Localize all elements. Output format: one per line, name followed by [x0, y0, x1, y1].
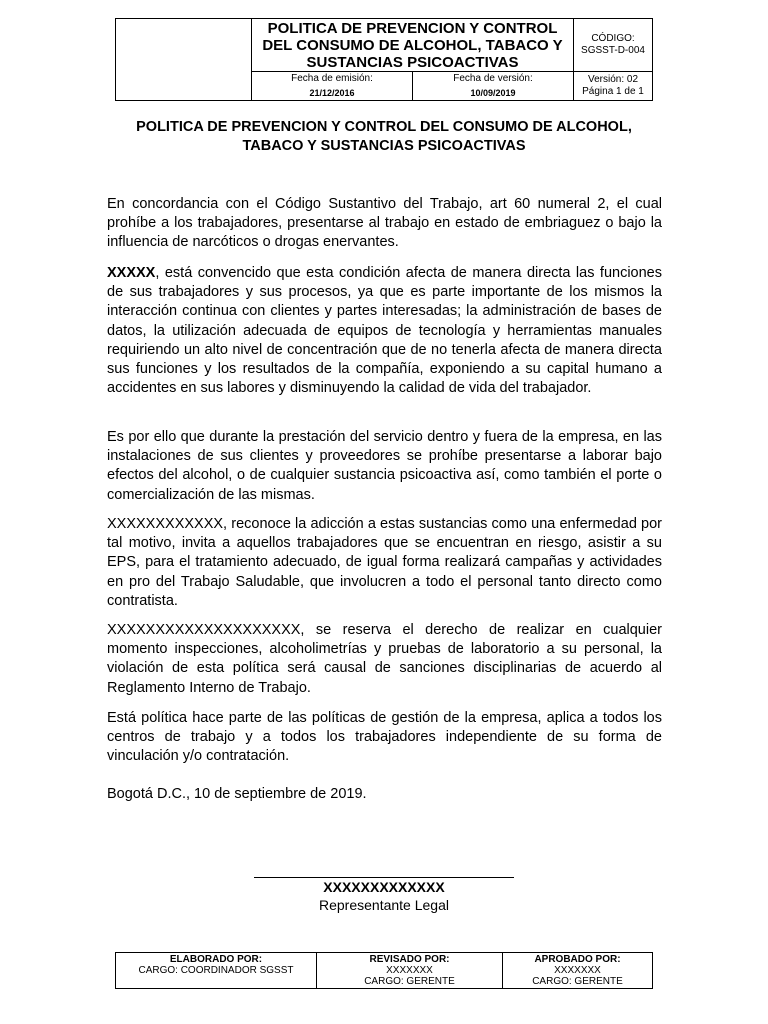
revisado-cell [317, 953, 503, 989]
code-label: CÓDIGO: [591, 33, 635, 44]
code-value: SGSST-D-004 [581, 45, 645, 56]
aprobado-label: APROBADO POR: [534, 954, 621, 965]
elaborado-value: CARGO: COORDINADOR SGSST [138, 965, 294, 976]
paragraph-text: En concordancia con el Código Sustantivo del Trabajo, art 60 numeral 2, el cual prohíbe a los trabajadores, presentarse al trabajo en estado de embriaguez o bajo la influencia de narcóticos o drogas enervantes. [107, 196, 662, 251]
document-header-table [115, 18, 653, 101]
revisado-label: REVISADO POR: [369, 954, 450, 965]
paragraph-text: Está política hace parte de las políticas de gestión de la empresa, aplica a todos los centros de trabajo y a todos los trabajadores independiente de su forma de vinculación y/o contratación. [107, 710, 662, 765]
logo-placeholder [116, 19, 252, 101]
elaborado-cell [116, 953, 317, 989]
paragraph [107, 515, 662, 611]
page-number: Página 1 de 1 [582, 86, 644, 97]
header-title-line: SUSTANCIAS PSICOACTIVAS [306, 53, 519, 71]
version-number: Versión: 02 [587, 74, 639, 85]
document-title-line: TABACO Y SUSTANCIAS PSICOACTIVAS [242, 138, 526, 154]
header-title-line: DEL CONSUMO DE ALCOHOL, TABACO Y [262, 36, 563, 54]
aprobado-cargo: CARGO: GERENTE [532, 976, 623, 987]
paragraph [107, 264, 662, 398]
emission-date-label: Fecha de emisión: [291, 73, 373, 84]
code-cell [574, 19, 653, 72]
header-title [252, 19, 574, 72]
document-title-line: POLITICA DE PREVENCION Y CONTROL DEL CONSUMO DE ALCOHOL, [136, 119, 632, 135]
company-placeholder: XXXXX [107, 265, 156, 281]
signatory-name: XXXXXXXXXXXXX [323, 879, 445, 895]
paragraph-text: XXXXXXXXXXXXXXXXXXXX, se reserva el derecho de realizar en cualquier momento inspecciones, alcoholimetrías y pruebas de laboratorio a su personal, la violación de esta política será causal de sanciones disciplinarias de acuerdo al Reglamento Interno de Trabajo. [107, 622, 662, 696]
document-title [105, 118, 663, 156]
closing-date: Bogotá D.C., 10 de septiembre de 2019. [107, 786, 367, 802]
signature-line [254, 877, 514, 878]
version-date-cell [413, 72, 574, 101]
elaborado-label: ELABORADO POR: [169, 954, 263, 965]
version-cell [574, 72, 653, 101]
approval-footer-table [115, 952, 653, 989]
revisado-cargo: CARGO: GERENTE [364, 976, 455, 987]
emission-date-cell [252, 72, 413, 101]
version-date-label: Fecha de versión: [453, 73, 533, 84]
revisado-name: XXXXXXX [386, 965, 433, 976]
paragraph [107, 195, 662, 253]
paragraph-text: Es por ello que durante la prestación del servicio dentro y fuera de la empresa, en las instalaciones de sus clientes y proveedores se prohíbe presentarse a laborar bajo efectos del alcohol, o de cualquier sustancia psicoactiva así, como también el porte o comercialización de las mismas. [107, 429, 662, 503]
paragraph-text: , está convencido que esta condición afecta de manera directa las funciones de sus trabajadores y sus procesos, ya que es parte importante de los mismos la interacción continua con clientes y partes interesadas; la administración de bases de datos, la utilización adecuada de equipos de tecnología y herramientas manuales requiriendo un alto nivel de concentración que de no tenerla afecta de manera directa sus funciones y los resultados de la compañía, exponiendo a su capital humano a accidentes en sus labores y disminuyendo la calidad de vida del trabajador. [107, 265, 662, 397]
aprobado-cell [503, 953, 653, 989]
header-title-line: POLITICA DE PREVENCION Y CONTROL [267, 19, 558, 37]
paragraph [107, 621, 662, 698]
signatory-role: Representante Legal [319, 897, 449, 913]
emission-date-value: 21/12/2016 [309, 88, 355, 98]
paragraph [107, 428, 662, 505]
aprobado-name: XXXXXXX [554, 965, 601, 976]
paragraph [107, 709, 662, 767]
version-date-value: 10/09/2019 [470, 88, 516, 98]
paragraph-text: XXXXXXXXXXXX, reconoce la adicción a estas sustancias como una enfermedad por tal motivo, invita a aquellos trabajadores que se encuentran en riesgo, asistir a su EPS, para el tratamiento adecuado, de igual forma realizará campañas y actividades en pro del Trabajo Saludable, que involucren a todo el personal tanto directo como contratista. [107, 516, 662, 609]
